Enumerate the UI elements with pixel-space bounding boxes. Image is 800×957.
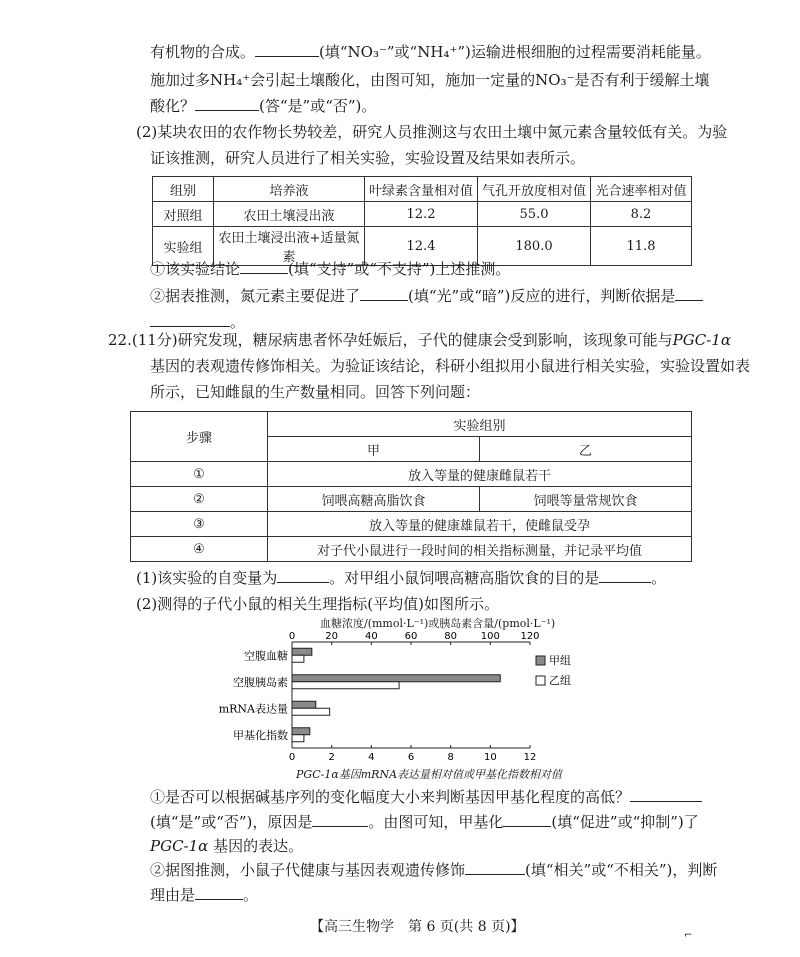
q22-2-sub1-line1: ①是否可以根据碱基序列的变化幅度大小来判断基因甲基化程度的高低？ — [150, 787, 702, 807]
table-cell: 11.8 — [591, 227, 692, 266]
category-label: mRNA表达量 — [218, 702, 288, 716]
step-header: 步骤 — [131, 412, 268, 462]
answer-blank[interactable] — [312, 812, 368, 827]
table-cell: 12.4 — [365, 227, 478, 266]
category-labels — [219, 648, 288, 742]
experiment-table-1 — [152, 176, 692, 266]
table-cell: 对照组 — [153, 202, 214, 227]
bar-jia — [292, 728, 310, 735]
q22-2-sub2-line2: 理由是 。 — [150, 886, 259, 904]
top-tick-label: 0 — [288, 631, 296, 642]
answer-blank[interactable] — [150, 312, 230, 327]
table-cell: 农田土壤浸出液+适量氮素 — [214, 227, 365, 266]
table-cell: 饲喂高糖高脂饮食 — [268, 487, 480, 512]
step-number: ④ — [131, 537, 268, 562]
bar-yi — [292, 708, 330, 715]
q22-2-sub1-line3: PGC-1α 基因的表达。 — [150, 837, 304, 855]
legend-swatch — [536, 676, 545, 685]
header-cell: 光合速率相对值 — [591, 177, 692, 202]
table-row — [153, 202, 692, 227]
table-header-row — [153, 177, 692, 202]
category-label: 空腹胰岛素 — [233, 675, 288, 689]
legend-label: 乙组 — [549, 674, 571, 687]
table-row — [131, 487, 692, 512]
top-tick-label: 40 — [364, 631, 378, 642]
header-cell: 培养液 — [214, 177, 365, 202]
q22-2-sub1-line2: (填“是”或“否”)，原因是 。由图可知，甲基化 (填“促进”或“抑制”)了 — [150, 813, 699, 831]
table-header-row — [131, 412, 692, 437]
q22-line-3: 所示，已知雌鼠的生产数量相同。回答下列问题： — [150, 383, 481, 401]
q21-part2-line-2: 证该推测，研究人员进行了相关实验，实验设置及结果如表所示。 — [150, 149, 586, 167]
step-number: ① — [131, 462, 268, 487]
table-cell: 8.2 — [591, 202, 692, 227]
experiment-table-2 — [130, 411, 692, 562]
table-cell: 对子代小鼠进行一段时间的相关指标测量，并记录平均值 — [268, 537, 692, 562]
chart-legend — [536, 654, 571, 687]
top-tick-label: 80 — [444, 631, 458, 642]
q21-part2-line-1: (2)某块农田的农作物长势较差，研究人员推测这与农田土壤中氮元素含量较低有关。为验 — [136, 123, 728, 141]
bar-jia — [292, 648, 312, 655]
group-header: 实验组别 — [268, 412, 692, 437]
bar-chart — [218, 628, 650, 768]
table-cell: 放入等量的健康雄鼠若干，使雌鼠受孕 — [268, 512, 692, 537]
header-cell: 气孔开放度相对值 — [478, 177, 591, 202]
q21-line-3: 酸化？ (答“是”或“否”)。 — [150, 97, 377, 115]
top-axis — [289, 631, 540, 645]
bottom-tick-label: 12 — [523, 752, 537, 763]
answer-blank[interactable] — [503, 812, 551, 827]
q22-2-sub2-line1: ②据图推测，小鼠子代健康与基因表观遗传修饰 (填“相关”或“不相关”)，判断 — [150, 861, 718, 879]
bar-jia — [292, 675, 500, 682]
top-tick-label: 20 — [325, 631, 339, 642]
header-cell: 叶绿素含量相对值 — [365, 177, 478, 202]
bottom-tick-label: 2 — [328, 752, 335, 763]
q22-sub1: (1)该实验的自变量为 。对甲组小鼠饲喂高糖高脂饮食的目的是 。 — [136, 569, 667, 587]
category-label: 甲基化指数 — [233, 728, 288, 742]
top-tick-label: 120 — [520, 631, 540, 642]
bar-yi — [292, 655, 304, 662]
q22-line-1: 22.(11分)研究发现，糖尿病患者怀孕妊娠后，子代的健康会受到影响，该现象可能与PGC-1α — [108, 331, 731, 349]
table-cell: 饲喂等量常规饮食 — [479, 487, 691, 512]
top-tick-label: 100 — [480, 631, 500, 642]
table-cell: 12.2 — [365, 202, 478, 227]
table-cell: 55.0 — [478, 202, 591, 227]
group-b-header: 乙 — [479, 437, 691, 462]
chart-bottom-title: PGC-1α基因mRNA表达量相对值或甲基化指数相对值 — [296, 768, 563, 781]
answer-blank[interactable] — [195, 885, 243, 900]
q21-line-2: 施加过多NH₄⁺会引起土壤酸化，由图可知，施加一定量的NO₃⁻是否有利于缓解土壤 — [150, 71, 710, 89]
step-number: ② — [131, 487, 268, 512]
table-cell: 放入等量的健康雌鼠若干 — [268, 462, 692, 487]
bottom-tick-label: 6 — [407, 752, 415, 763]
q21-sub2: ②据表推测，氮元素主要促进了 (填“光”或“暗”)反应的进行，判断依据是 — [150, 286, 703, 306]
bottom-axis — [289, 642, 537, 763]
bottom-tick-label: 4 — [368, 752, 375, 763]
bottom-tick-label: 8 — [447, 752, 454, 763]
answer-blank[interactable] — [675, 286, 703, 301]
page-footer: 【高三生物学 第 6 页(共 8 页)】 — [310, 919, 525, 935]
table-cell: 农田土壤浸出液 — [214, 202, 365, 227]
answer-blank[interactable] — [255, 42, 319, 57]
bar-jia — [292, 701, 316, 708]
answer-blank[interactable] — [630, 787, 702, 802]
bar-series — [292, 648, 500, 742]
table-row — [131, 537, 692, 562]
group-a-header: 甲 — [268, 437, 480, 462]
answer-blank[interactable] — [599, 568, 651, 583]
answer-blank[interactable] — [277, 568, 329, 583]
table-row — [131, 462, 692, 487]
bar-yi — [292, 735, 304, 742]
table-cell: 180.0 — [478, 227, 591, 266]
q22-line-2: 基因的表观遗传修饰相关。为验证该结论，科研小组拟用小鼠进行相关实验，实验设置如表 — [150, 357, 751, 375]
q21-line-1: 有机物的合成。 (填“NO₃⁻”或“NH₄⁺”)运输进根细胞的过程需要消耗能量。 — [150, 43, 711, 61]
q21-sub2-cont: 。 — [150, 312, 245, 332]
q21-sub1: ①该实验结论 (填“支持”或“不支持”)上述推测。 — [150, 260, 511, 278]
table-cell: 实验组 — [153, 227, 214, 266]
header-cell: 组别 — [153, 177, 214, 202]
legend-label: 甲组 — [549, 654, 571, 667]
bottom-tick-label: 10 — [483, 752, 497, 763]
table-row — [131, 512, 692, 537]
bottom-tick-label: 0 — [288, 752, 296, 763]
legend-swatch — [536, 656, 545, 665]
bar-yi — [292, 682, 399, 689]
q22-sub2: (2)测得的子代小鼠的相关生理指标(平均值)如图所示。 — [136, 595, 499, 613]
chart-top-title: 血糖浓度/(mmol·L⁻¹)或胰岛素含量/(pmol·L⁻¹) — [320, 617, 556, 630]
step-number: ③ — [131, 512, 268, 537]
answer-blank[interactable] — [240, 259, 288, 274]
top-tick-label: 60 — [404, 631, 418, 642]
answer-blank[interactable] — [465, 860, 525, 875]
corner-mark: ⌐ — [684, 930, 693, 941]
category-label: 空腹血糖 — [244, 649, 288, 663]
answer-blank[interactable] — [360, 286, 408, 301]
answer-blank[interactable] — [195, 96, 259, 111]
